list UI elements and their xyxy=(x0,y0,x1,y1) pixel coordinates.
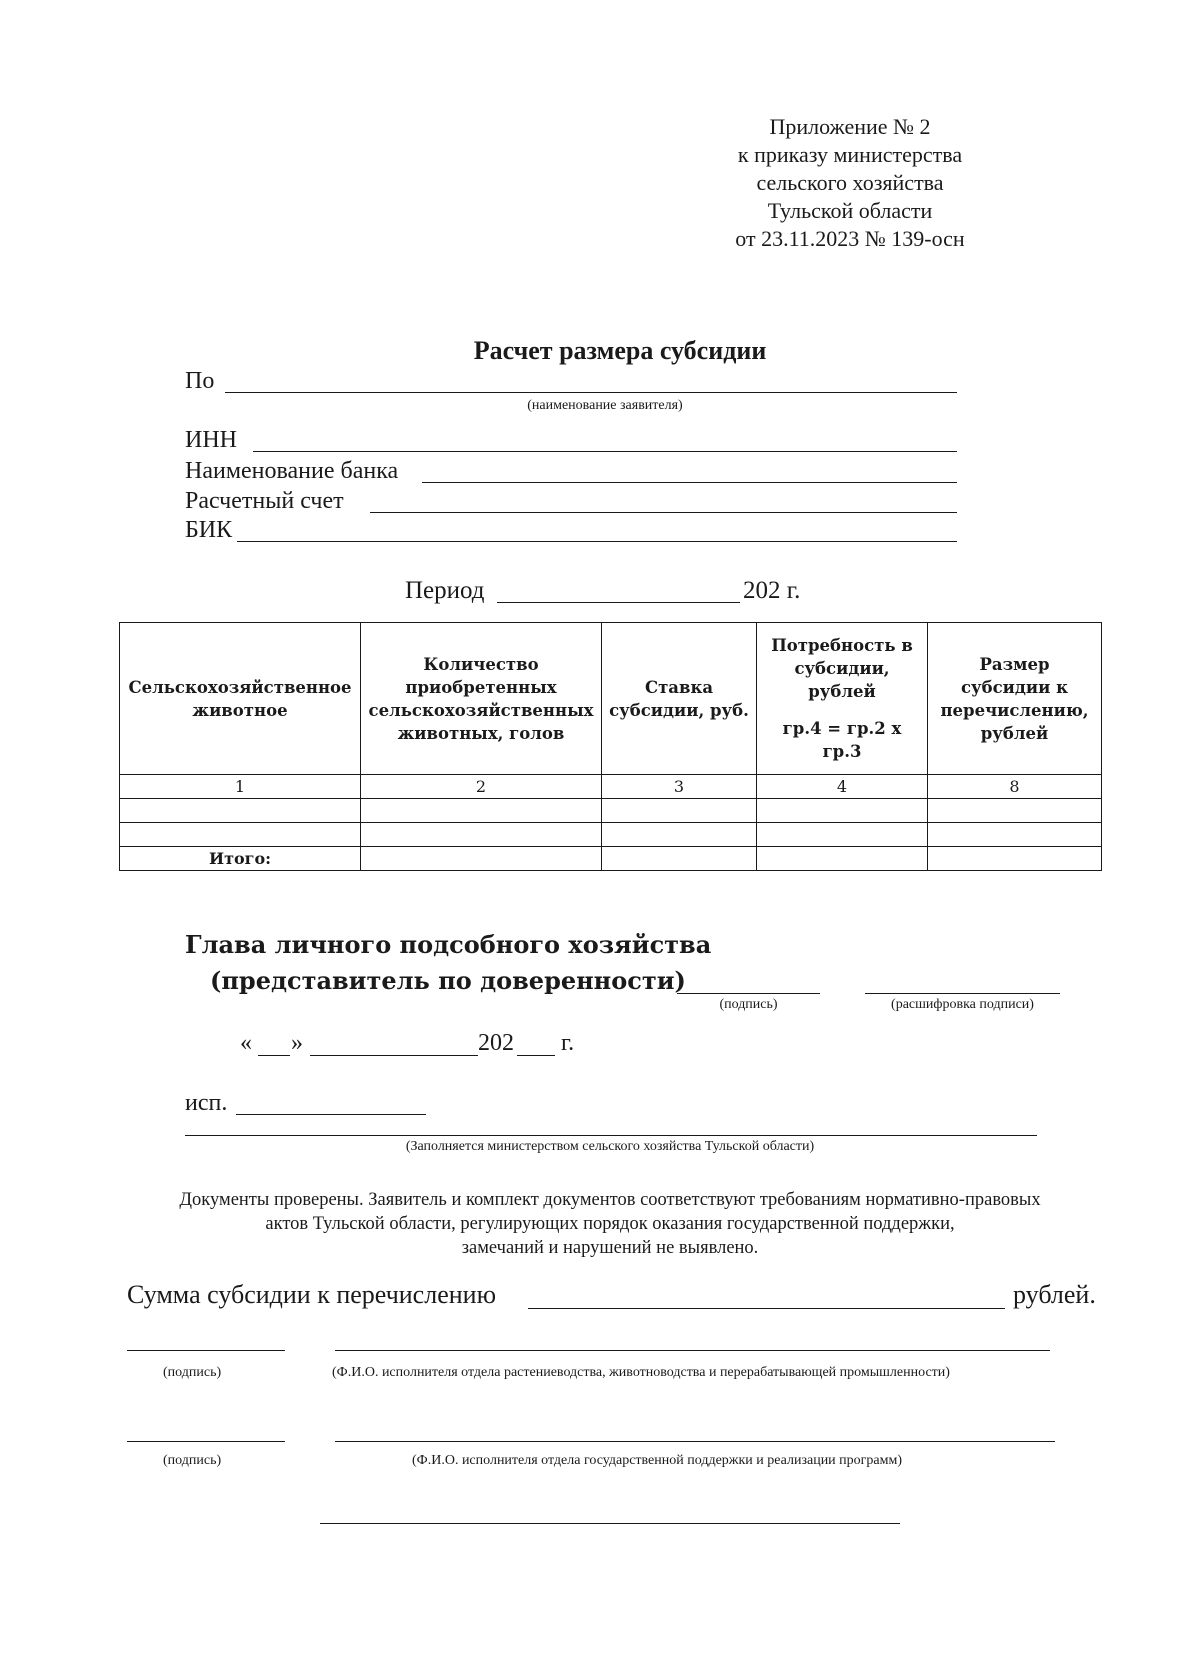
date-open-quote: « xyxy=(240,1030,252,1056)
table-cell[interactable] xyxy=(602,823,757,847)
bank-label: Наименование банка xyxy=(185,458,399,484)
head-subtitle: (представитель по доверенности) xyxy=(210,966,686,995)
note-line: актов Тульской области, регулирующих порядок оказания государственной поддержки, xyxy=(265,1214,955,1234)
appendix-line: Тульской области xyxy=(767,198,933,223)
bik-field[interactable] xyxy=(237,541,957,542)
table-row xyxy=(120,799,1102,823)
table-cell[interactable] xyxy=(757,799,928,823)
column-number-row xyxy=(120,775,1102,799)
po-label: По xyxy=(185,368,215,394)
head-signature-field[interactable] xyxy=(677,993,820,994)
table-cell[interactable] xyxy=(361,847,602,871)
date-month-field[interactable] xyxy=(310,1055,478,1056)
ministry-divider xyxy=(185,1135,1037,1136)
total-label: Итого: xyxy=(120,847,361,871)
appendix-block xyxy=(690,113,1010,253)
signature-caption-2: (подпись) xyxy=(163,1453,222,1468)
table-cell[interactable] xyxy=(928,847,1102,871)
col-number: 4 xyxy=(757,775,928,799)
po-field[interactable] xyxy=(225,392,957,393)
head-title: Глава личного подсобного хозяйства xyxy=(185,930,712,959)
header-animal: Сельскохозяйственное животное xyxy=(120,623,361,775)
col-number: 2 xyxy=(361,775,602,799)
header-need-label: Потребность в субсидии, рублей xyxy=(771,636,913,701)
fio-caption-2: (Ф.И.О. исполнителя отдела государственной поддержки и реализации программ) xyxy=(412,1453,903,1468)
head-signature-caption: (подпись) xyxy=(719,997,778,1012)
header-amount: Размер субсидии к перечислению, рублей xyxy=(928,623,1102,775)
table-cell[interactable] xyxy=(757,847,928,871)
header-need xyxy=(757,623,928,775)
table-cell[interactable] xyxy=(120,823,361,847)
isp-label: исп. xyxy=(185,1090,228,1116)
period-field[interactable] xyxy=(497,602,740,603)
fio-field-1[interactable] xyxy=(335,1350,1050,1351)
note-line: Документы проверены. Заявитель и комплект документов соответствуют требованиям нормативно-правовых xyxy=(179,1190,1041,1210)
sum-label: Сумма субсидии к перечислению xyxy=(127,1280,496,1309)
total-row xyxy=(120,847,1102,871)
col-number: 3 xyxy=(602,775,757,799)
appendix-line: Приложение № 2 xyxy=(769,114,931,139)
table-header-row xyxy=(120,623,1102,775)
header-rate: Ставка субсидии, руб. xyxy=(602,623,757,775)
subsidy-table xyxy=(119,622,1102,871)
table-cell[interactable] xyxy=(757,823,928,847)
account-field[interactable] xyxy=(370,512,957,513)
appendix-line: сельского хозяйства xyxy=(756,170,944,195)
ministry-caption: (Заполняется министерством сельского хозяйства Тульской области) xyxy=(405,1139,815,1154)
head-decode-caption: (расшифровка подписи) xyxy=(891,997,1034,1012)
inn-field[interactable] xyxy=(253,451,957,452)
account-label: Расчетный счет xyxy=(185,488,344,514)
isp-field[interactable] xyxy=(236,1114,426,1115)
date-suffix: г. xyxy=(561,1030,575,1056)
fio-field-2[interactable] xyxy=(335,1441,1055,1442)
date-year: 202 xyxy=(478,1030,514,1056)
table-cell[interactable] xyxy=(361,823,602,847)
date-close-quote: » xyxy=(291,1030,303,1056)
date-year-field[interactable] xyxy=(517,1055,555,1056)
header-quantity: Количество приобретенных сельскохозяйственных животных, голов xyxy=(361,623,602,775)
signature-caption-1: (подпись) xyxy=(163,1365,222,1380)
table-cell[interactable] xyxy=(602,799,757,823)
period-year: 202 г. xyxy=(743,577,801,604)
table-cell[interactable] xyxy=(120,799,361,823)
note-line: замечаний и нарушений не выявлено. xyxy=(461,1238,759,1258)
table-cell[interactable] xyxy=(602,847,757,871)
period-label: Период xyxy=(405,577,485,604)
col-number: 8 xyxy=(928,775,1102,799)
bik-label: БИК xyxy=(185,517,233,543)
verification-note xyxy=(135,1188,1085,1260)
date-day-field[interactable] xyxy=(258,1055,290,1056)
table-cell[interactable] xyxy=(361,799,602,823)
bottom-line xyxy=(320,1523,900,1524)
header-need-formula: гр.4 = гр.2 x гр.3 xyxy=(782,719,902,761)
table-cell[interactable] xyxy=(928,799,1102,823)
signature-field-2[interactable] xyxy=(127,1441,285,1442)
inn-label: ИНН xyxy=(185,427,237,453)
signature-field-1[interactable] xyxy=(127,1350,285,1351)
document-title: Расчет размера субсидии xyxy=(473,336,767,365)
table-row xyxy=(120,823,1102,847)
appendix-line: к приказу министерства xyxy=(737,142,963,167)
sum-field[interactable] xyxy=(528,1308,1005,1309)
fio-caption-1: (Ф.И.О. исполнителя отдела растениеводства, животноводства и перерабатывающей промышленности) xyxy=(332,1365,950,1380)
appendix-line: от 23.11.2023 № 139-осн xyxy=(735,226,965,251)
head-decode-field[interactable] xyxy=(865,993,1060,994)
table-cell[interactable] xyxy=(928,823,1102,847)
sum-suffix: рублей. xyxy=(1013,1280,1096,1309)
col-number: 1 xyxy=(120,775,361,799)
bank-field[interactable] xyxy=(422,482,957,483)
po-caption: (наименование заявителя) xyxy=(527,398,683,413)
